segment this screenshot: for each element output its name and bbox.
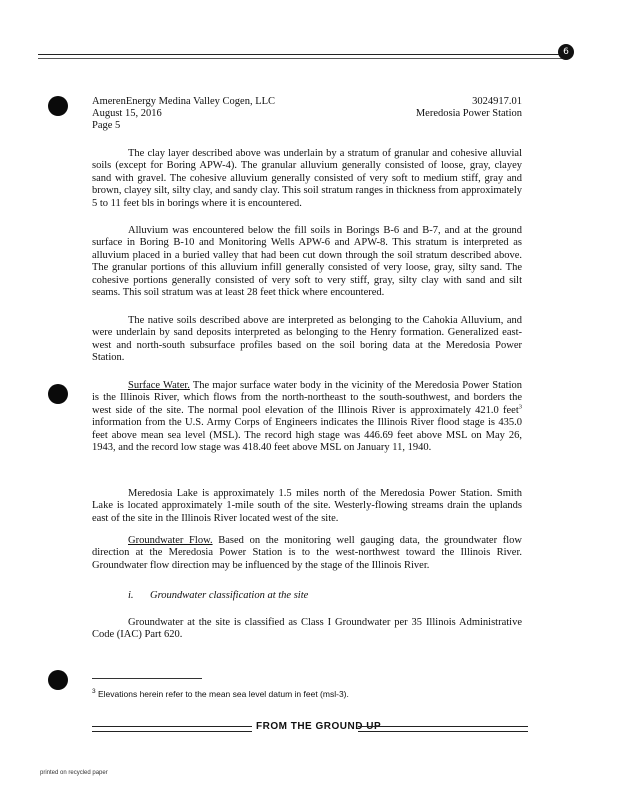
sub-heading-classification	[128, 590, 308, 601]
paragraph-surface-water	[92, 380, 522, 454]
facility-name: Meredosia Power Station	[415, 108, 522, 119]
footer-rule-right	[358, 726, 528, 732]
document-date: August 15, 2016	[92, 108, 162, 119]
paragraph-groundwater-class: Groundwater at the site is classified as Class I Groundwater per 35 Illinois Administrative Code (IAC) Part 620.	[92, 617, 522, 641]
footnote	[92, 689, 349, 699]
groundwater-flow-heading: Groundwater Flow.	[128, 535, 213, 546]
surface-water-text-a: The major surface water body in the vicinity of the Meredosia Power Station is the Illinois River, which flows from the north-northeast to the south-southwest, and borders the west side of the site. The normal pool elevation of the Illinois River is approximately 421.0 feet	[92, 380, 522, 416]
binder-hole-top	[48, 96, 68, 116]
document-number: 3024917.01	[472, 96, 522, 107]
paragraph-native-soils: The native soils described above are interpreted as belonging to the Cahokia Alluvium, and were underlain by sand deposits interpreted as belonging to the Henry formation. Generalized east-west and north-south subsurface profiles based on the soil boring data at the Meredosia Power Station.	[92, 315, 522, 364]
footnote-rule	[92, 678, 202, 679]
paragraph-groundwater-flow	[92, 535, 522, 572]
surface-water-heading: Surface Water.	[128, 380, 190, 391]
footer-tagline: FROM THE GROUND UP	[256, 721, 382, 732]
footnote-ref: 3	[518, 403, 522, 411]
sub-heading-text: Groundwater classification at the site	[150, 590, 309, 601]
header-left	[92, 96, 275, 132]
corner-mark: 6	[558, 44, 574, 60]
surface-water-text-b: information from the U.S. Army Corps of Engineers indicates the Illinois River flood stage is 435.0 feet above mean sea level (MSL). The record high stage was 446.69 feet above MSL on May 26, 1943, and the record low stage was 418.40 feet above MSL on January 11, 1940.	[92, 417, 522, 454]
paragraph-clay-layer: The clay layer described above was underlain by a stratum of granular and cohesive alluvial soils (except for Boring APW-4). The granular alluvium generally consisted of loose, gray, clayey sand with gravel. The cohesive alluvium generally consisted of very soft to medium stiff, gray and brown, clayey silt, silty clay, and sandy clay. This soil stratum ranges in thickness from approximately 5 to 11 feet bls in borings where it is encountered.	[92, 148, 522, 209]
top-rule	[38, 54, 570, 55]
footnote-marker: 3	[92, 688, 96, 696]
footer-rule-left	[92, 726, 252, 732]
header-right	[416, 96, 522, 120]
page-number: Page 5	[92, 120, 121, 131]
top-rule-thin	[38, 58, 570, 59]
paragraph-meredosia-lake: Meredosia Lake is approximately 1.5 miles north of the Meredosia Power Station. Smith Lake is located approximately 1-mile south of the site. Westerly-flowing streams drain the uplands east of the site in the Illinois River located west of the site.	[92, 488, 522, 524]
paragraph-alluvium: Alluvium was encountered below the fill soils in Borings B-6 and B-7, and at the ground surface in Boring B-10 and Monitoring Wells APW-6 and APW-8. This stratum is interpreted as alluvium placed in a buried valley that had been cut down through the soil stratum described above. The granular portions of this alluvium infill generally consisted of very loose, gray, silty sand. The cohesive portions generally consisted of very soft to very stiff, gray, silty clay with sand and silt seams. This soil stratum was at least 28 feet thick where encountered.	[92, 225, 522, 299]
binder-hole-middle	[48, 384, 68, 404]
company-name: AmerenEnergy Medina Valley Cogen, LLC	[92, 96, 276, 107]
binder-hole-bottom	[48, 670, 68, 690]
recycled-paper-mark: printed on recycled paper	[40, 770, 108, 776]
footnote-text: Elevations herein refer to the mean sea level datum in feet (msl-3).	[95, 689, 349, 699]
groundwater-flow-text: Based on the monitoring well gauging data, the groundwater flow direction at the Meredosia Power Station is to the west-northwest toward the Illinois River. Groundwater flow direction may be influenced by the stage of the Illinois River.	[92, 535, 522, 571]
sub-heading-number: i.	[128, 590, 134, 601]
